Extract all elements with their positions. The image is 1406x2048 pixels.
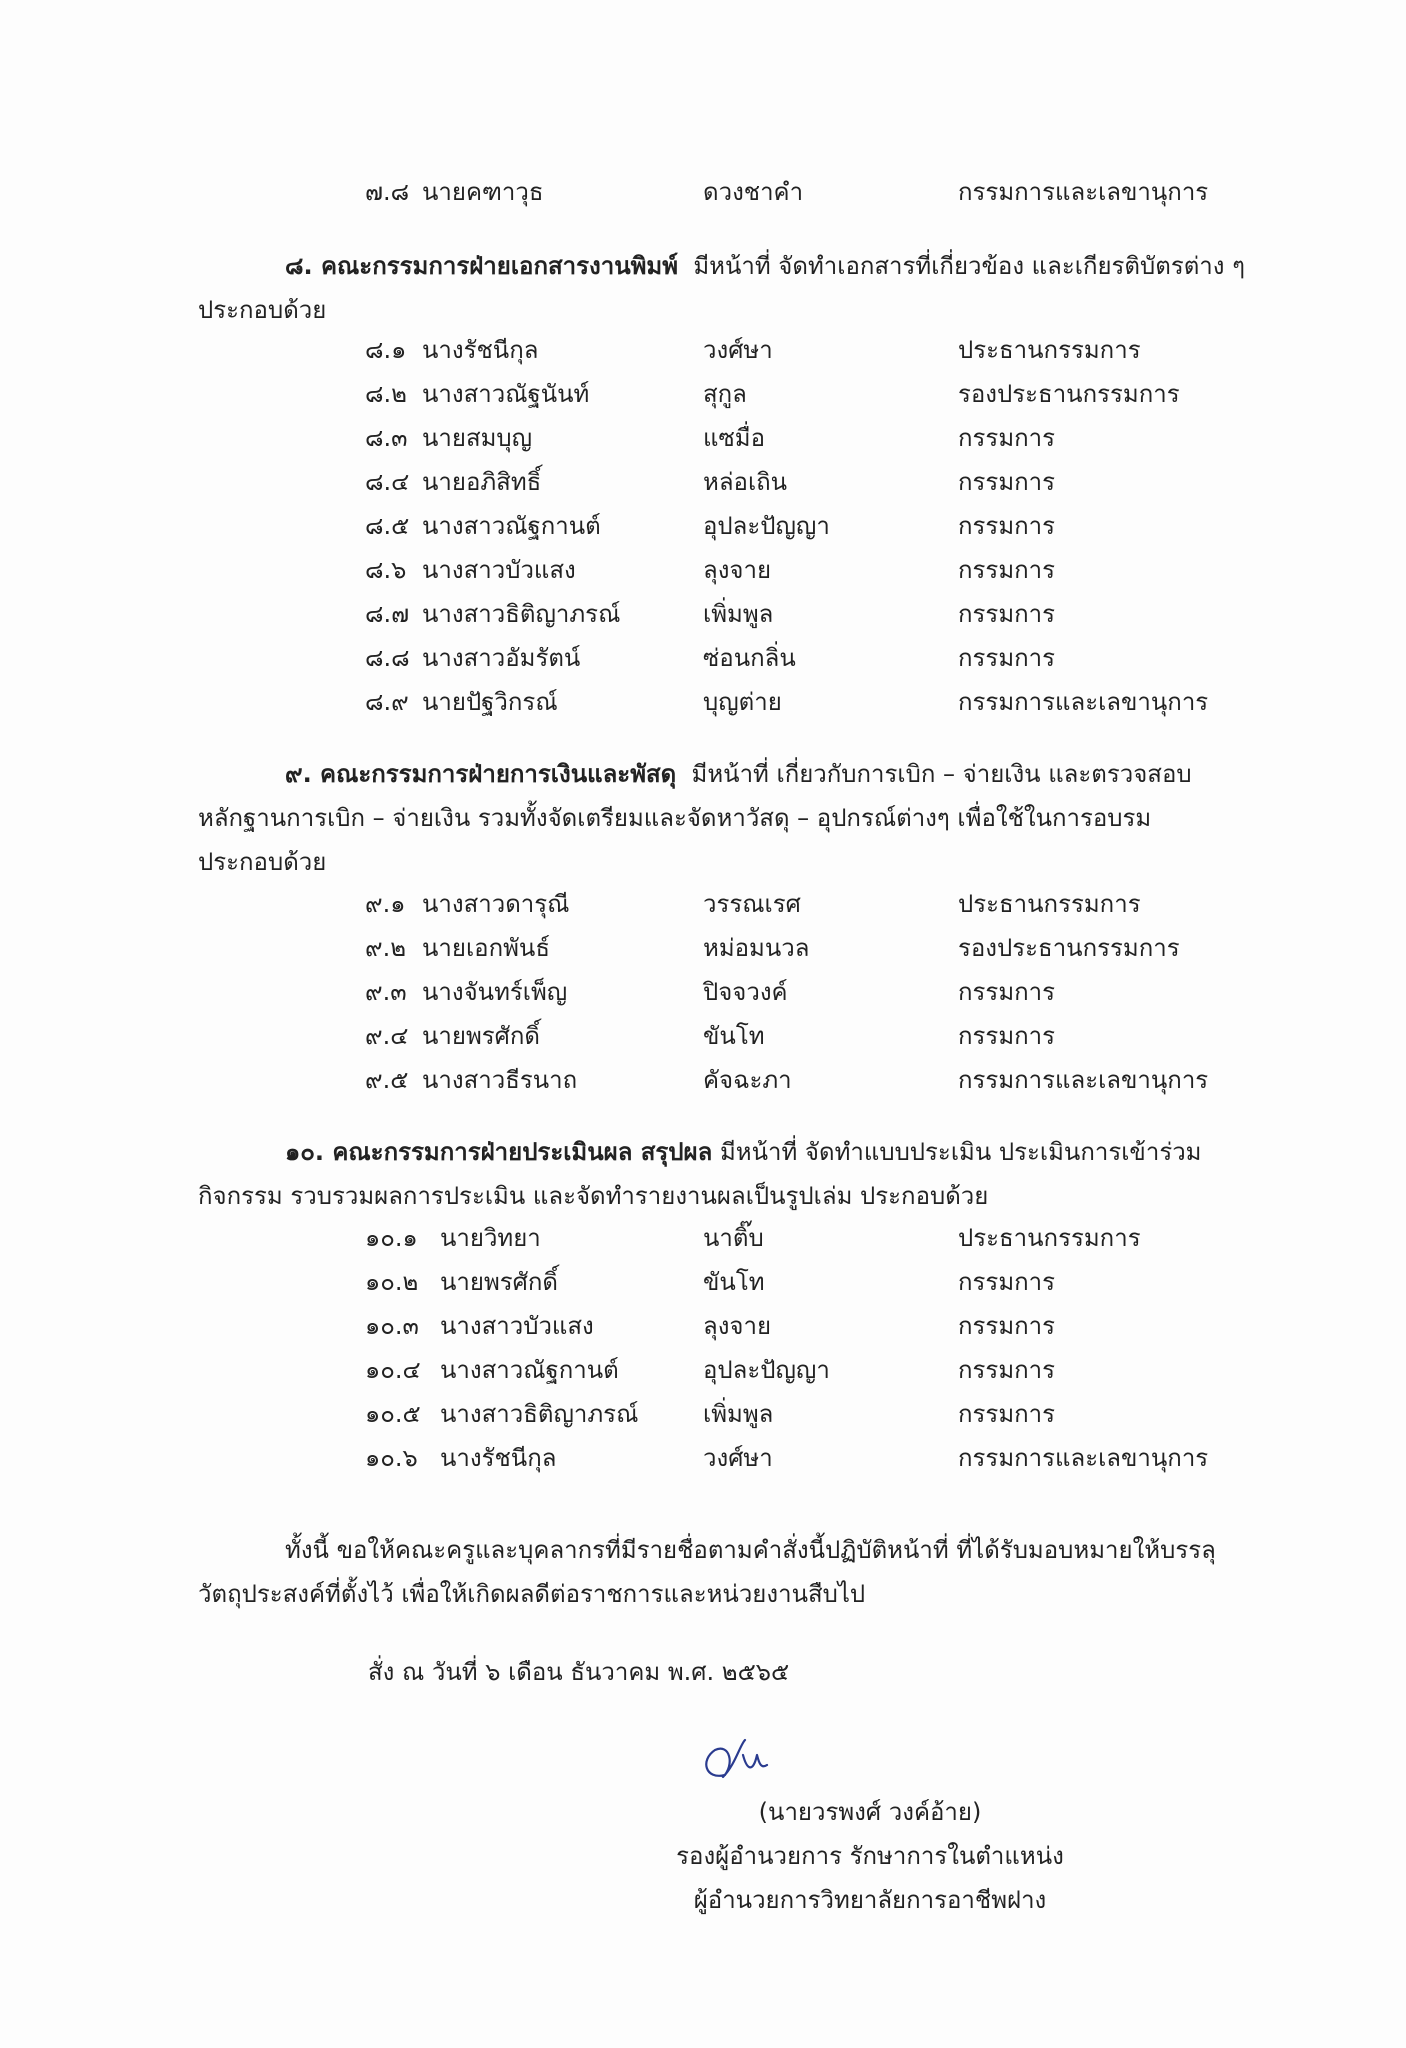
section-10-line2: กิจกรรม รวบรวมผลการประเมิน และจัดทำรายงานผลเป็นรูปเล่ม ประกอบด้วย	[198, 1182, 989, 1210]
member-surname: หม่อมนวล	[703, 934, 810, 962]
member-name: นางรัชนีกุล	[440, 1444, 557, 1472]
member-surname: วงศ์ษา	[703, 336, 773, 364]
member-number: ๘.๖	[365, 556, 407, 584]
member-surname: ลุงจาย	[703, 1312, 772, 1340]
member-number: ๘.๔	[365, 468, 410, 496]
member-name: นายคฑาวุธ	[422, 178, 544, 206]
member-role: ประธานกรรมการ	[958, 890, 1141, 918]
member-number: ๑๐.๖	[365, 1444, 418, 1472]
member-surname: ซ่อนกลิ่น	[703, 644, 796, 672]
member-number: ๙.๓	[365, 978, 407, 1006]
signer-title-1: รองผู้อำนวยการ รักษาการในตำแหน่ง	[676, 1842, 1064, 1870]
member-number: ๙.๑	[365, 890, 406, 918]
member-number: ๘.๘	[365, 644, 410, 672]
section-8-heading: ๘. คณะกรรมการฝ่ายเอกสารงานพิมพ์	[285, 252, 679, 280]
member-surname: วงศ์ษา	[703, 1444, 773, 1472]
member-role: กรรมการและเลขานุการ	[958, 1444, 1209, 1472]
member-role: กรรมการและเลขานุการ	[958, 178, 1209, 206]
member-role: กรรมการ	[958, 424, 1056, 452]
member-name: นางสาวธิติญาภรณ์	[440, 1400, 639, 1428]
member-number: ๘.๙	[365, 688, 409, 716]
member-role: กรรมการ	[958, 556, 1056, 584]
member-surname: เพิ่มพูล	[703, 600, 774, 628]
member-role: กรรมการและเลขานุการ	[958, 688, 1209, 716]
member-surname: เพิ่มพูล	[703, 1400, 774, 1428]
order-date: สั่ง ณ วันที่ ๖ เดือน ธันวาคม พ.ศ. ๒๕๖๕	[368, 1658, 790, 1686]
member-role: ประธานกรรมการ	[958, 336, 1141, 364]
member-name: นางสาวบัวแสง	[440, 1312, 594, 1340]
member-role: กรรมการและเลขานุการ	[958, 1066, 1209, 1094]
member-role: กรรมการ	[958, 468, 1056, 496]
member-surname: ขันโท	[703, 1022, 765, 1050]
member-name: นางจันทร์เพ็ญ	[422, 978, 568, 1006]
member-role: รองประธานกรรมการ	[958, 934, 1180, 962]
member-surname: บุญต่าย	[703, 688, 782, 716]
member-number: ๘.๒	[365, 380, 407, 408]
closing-line1: ทั้งนี้ ขอให้คณะครูและบุคลากรที่มีรายชื่อตามคำสั่งนี้ปฏิบัติหน้าที่ ที่ได้รับมอบหมายให้บรรลุ	[285, 1536, 1216, 1564]
member-role: กรรมการ	[958, 600, 1056, 628]
signer-title-2: ผู้อำนวยการวิทยาลัยการอาชีพฝาง	[693, 1886, 1047, 1914]
signature-mark	[695, 1735, 775, 1790]
member-number: ๑๐.๒	[365, 1268, 419, 1296]
member-name: นางสาวธีรนาถ	[422, 1066, 578, 1094]
member-surname: นาติ๊บ	[703, 1224, 764, 1252]
member-name: นายปัฐวิกรณ์	[422, 688, 558, 716]
member-number: ๑๐.๓	[365, 1312, 419, 1340]
member-surname: หล่อเถิน	[703, 468, 788, 496]
member-name: นางสาวณัฐกานต์	[440, 1356, 619, 1384]
member-role: กรรมการ	[958, 1022, 1056, 1050]
member-role: กรรมการ	[958, 1268, 1056, 1296]
member-surname: ลุงจาย	[703, 556, 772, 584]
member-surname: สุกูล	[703, 380, 747, 408]
member-surname: แซมื่อ	[703, 424, 765, 452]
member-surname: อุปละปัญญา	[703, 512, 830, 540]
member-name: นางสาวอัมรัตน์	[422, 644, 581, 672]
member-name: นายวิทยา	[440, 1224, 541, 1252]
member-number: ๘.๓	[365, 424, 408, 452]
member-surname: ดวงชาคำ	[703, 178, 804, 206]
member-name: นายสมบุญ	[422, 424, 533, 452]
member-number: ๑๐.๔	[365, 1356, 421, 1384]
member-surname: อุปละปัญญา	[703, 1356, 830, 1384]
member-number: ๙.๔	[365, 1022, 409, 1050]
member-surname: ขันโท	[703, 1268, 765, 1296]
section-9-heading: ๙. คณะกรรมการฝ่ายการเงินและพัสดุ	[285, 760, 677, 788]
closing-line2: วัตถุประสงค์ที่ตั้งไว้ เพื่อให้เกิดผลดีต่อราชการและหน่วยงานสืบไป	[198, 1580, 866, 1608]
signer-name: (นายวรพงศ์ วงค์อ้าย)	[758, 1798, 982, 1826]
member-surname: วรรณเรศ	[703, 890, 801, 918]
member-surname: ปิจจวงค์	[703, 978, 788, 1006]
member-number: ๑๐.๑	[365, 1224, 418, 1252]
section-8-duty: มีหน้าที่ จัดทำเอกสารที่เกี่ยวข้อง และเกียรติบัตรต่าง ๆ	[693, 252, 1246, 280]
member-number: ๗.๘	[365, 178, 410, 206]
section-9-line1	[285, 754, 1192, 794]
member-number: ๙.๕	[365, 1066, 409, 1094]
member-name: นายพรศักดิ์	[440, 1268, 559, 1296]
member-role: รองประธานกรรมการ	[958, 380, 1180, 408]
member-role: กรรมการ	[958, 1400, 1056, 1428]
section-10-duty: มีหน้าที่ จัดทำแบบประเมิน ประเมินการเข้าร่วม	[719, 1138, 1202, 1166]
member-role: ประธานกรรมการ	[958, 1224, 1141, 1252]
member-surname: คัจฉะภา	[703, 1066, 792, 1094]
section-9-duty: มีหน้าที่ เกี่ยวกับการเบิก – จ่ายเงิน และตรวจสอบ	[691, 760, 1192, 788]
member-name: นางสาวดารุณี	[422, 890, 570, 918]
member-name: นางสาวณัฐกานต์	[422, 512, 601, 540]
member-role: กรรมการ	[958, 1312, 1056, 1340]
member-name: นางสาวณัฐนันท์	[422, 380, 590, 408]
member-number: ๙.๒	[365, 934, 407, 962]
member-role: กรรมการ	[958, 644, 1056, 672]
section-8-line1	[285, 246, 1245, 286]
member-number: ๘.๕	[365, 512, 410, 540]
member-number: ๘.๑	[365, 336, 407, 364]
section-10-heading: ๑๐. คณะกรรมการฝ่ายประเมินผล สรุปผล	[285, 1138, 713, 1166]
member-role: กรรมการ	[958, 978, 1056, 1006]
section-9-line2: หลักฐานการเบิก – จ่ายเงิน รวมทั้งจัดเตรียมและจัดหาวัสดุ – อุปกรณ์ต่างๆ เพื่อใช้ในการอบรม	[198, 804, 1152, 832]
member-role: กรรมการ	[958, 1356, 1056, 1384]
member-name: นางสาวบัวแสง	[422, 556, 576, 584]
member-name: นายพรศักดิ์	[422, 1022, 541, 1050]
member-number: ๑๐.๕	[365, 1400, 421, 1428]
member-name: นางรัชนีกุล	[422, 336, 539, 364]
section-10-line1	[285, 1132, 1202, 1172]
member-name: นางสาวธิติญาภรณ์	[422, 600, 621, 628]
section-9-tail: ประกอบด้วย	[198, 848, 327, 876]
section-8-tail: ประกอบด้วย	[198, 296, 327, 324]
member-name: นายอภิสิทธิ์	[422, 468, 542, 496]
member-number: ๘.๗	[365, 600, 410, 628]
member-name: นายเอกพันธ์	[422, 934, 550, 962]
member-role: กรรมการ	[958, 512, 1056, 540]
